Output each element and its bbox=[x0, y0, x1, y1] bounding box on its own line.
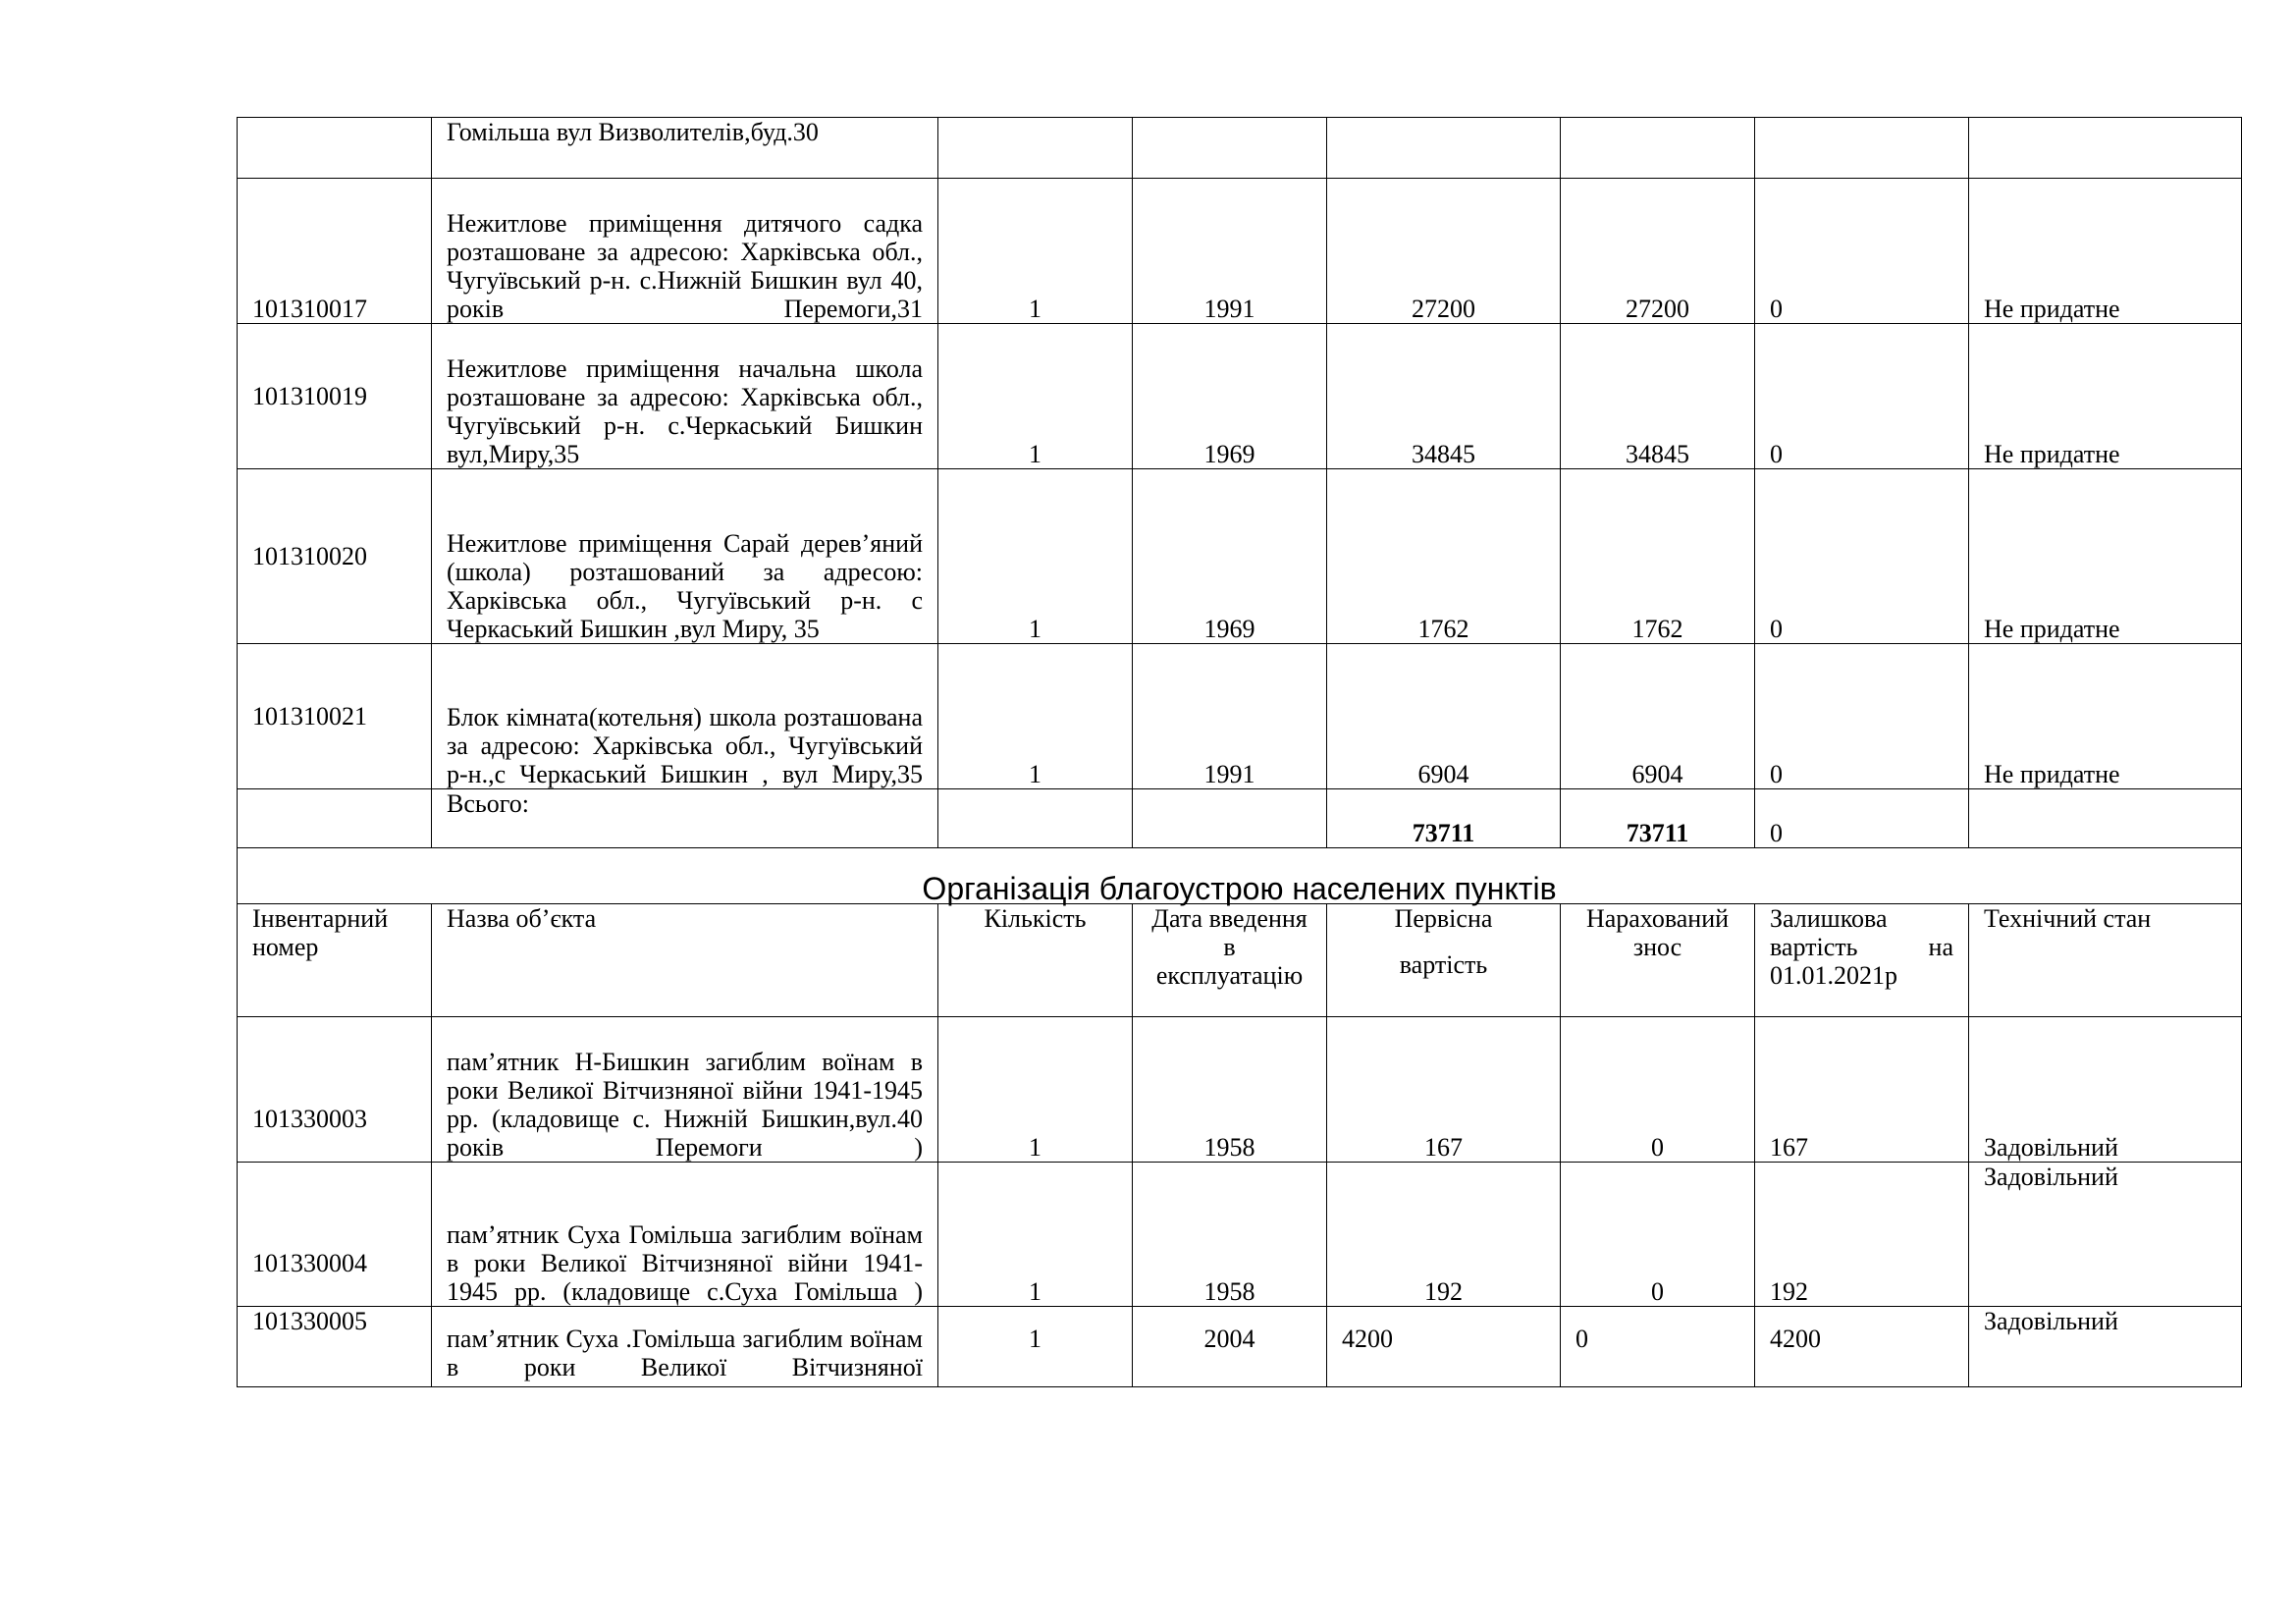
qty-cell: 1 bbox=[938, 469, 1133, 644]
year-cell: 2004 bbox=[1133, 1307, 1327, 1387]
qty-cell bbox=[938, 118, 1133, 179]
residual-cell: 0 bbox=[1755, 469, 1969, 644]
table-row bbox=[238, 324, 2242, 469]
qty-cell: 1 bbox=[938, 1017, 1133, 1163]
state-cell bbox=[1969, 789, 2242, 848]
initial-cell: 167 bbox=[1327, 1017, 1561, 1163]
header-name: Назва об’єкта bbox=[432, 904, 938, 1017]
inv-cell: 101330005 bbox=[238, 1307, 432, 1387]
inv-cell: 101310017 bbox=[238, 179, 432, 324]
qty-cell: 1 bbox=[938, 324, 1133, 469]
inv-cell bbox=[238, 118, 432, 179]
header-initial-line2: вартість bbox=[1399, 950, 1488, 979]
state-cell: Не придатне bbox=[1969, 644, 2242, 789]
year-cell: 1958 bbox=[1133, 1163, 1327, 1307]
year-cell: 1958 bbox=[1133, 1017, 1327, 1163]
year-cell: 1969 bbox=[1133, 469, 1327, 644]
wear-cell: 0 bbox=[1561, 1163, 1755, 1307]
inv-cell: 101310021 bbox=[238, 644, 432, 789]
state-cell: Не придатне bbox=[1969, 179, 2242, 324]
total-label: Всього: bbox=[432, 789, 938, 848]
state-cell: Задовільний bbox=[1969, 1163, 2242, 1307]
year-cell bbox=[1133, 789, 1327, 848]
residual-cell: 192 bbox=[1755, 1163, 1969, 1307]
wear-cell: 0 bbox=[1561, 1017, 1755, 1163]
initial-cell: 34845 bbox=[1327, 324, 1561, 469]
table-row bbox=[238, 1307, 2242, 1387]
table-row bbox=[238, 118, 2242, 179]
name-cell: пам’ятник Суха Гомільша загиблим воїнам в роки Великої Вітчизняної війни 1941-1945 рр. (кладовище с.Суха Гомільша ) bbox=[432, 1163, 938, 1307]
inv-cell: 101330003 bbox=[238, 1017, 432, 1163]
residual-cell: 0 bbox=[1755, 324, 1969, 469]
qty-cell bbox=[938, 789, 1133, 848]
wear-cell bbox=[1561, 118, 1755, 179]
name-cell: Нежитлове приміщення начальна школа розташоване за адресою: Харківська обл., Чугуївський р-н. с.Черкаський Бишкин вул,Миру,35 bbox=[432, 324, 938, 469]
total-residual: 0 bbox=[1755, 789, 1969, 848]
name-cell: Нежитлове приміщення дитячого садка розташоване за адресою: Харківська обл., Чугуївський р-н. с.Нижній Бишкин вул 40, років Перемоги,31 bbox=[432, 179, 938, 324]
wear-cell: 6904 bbox=[1561, 644, 1755, 789]
year-cell: 1991 bbox=[1133, 179, 1327, 324]
qty-cell: 1 bbox=[938, 644, 1133, 789]
residual-cell bbox=[1755, 118, 1969, 179]
initial-cell: 4200 bbox=[1327, 1307, 1561, 1387]
initial-cell: 192 bbox=[1327, 1163, 1561, 1307]
state-cell: Не придатне bbox=[1969, 324, 2242, 469]
header-date: Дата введення в експлуатацію bbox=[1133, 904, 1327, 1017]
initial-cell: 6904 bbox=[1327, 644, 1561, 789]
state-cell: Задовільний bbox=[1969, 1307, 2242, 1387]
state-cell: Задовільний bbox=[1969, 1017, 2242, 1163]
total-wear: 73711 bbox=[1561, 789, 1755, 848]
header-residual-line2: 01.01.2021р bbox=[1770, 961, 1897, 990]
table-row bbox=[238, 644, 2242, 789]
qty-cell: 1 bbox=[938, 1307, 1133, 1387]
wear-cell: 1762 bbox=[1561, 469, 1755, 644]
inv-cell: 101310019 bbox=[238, 324, 432, 469]
inv-cell bbox=[238, 789, 432, 848]
state-cell bbox=[1969, 118, 2242, 179]
header-initial bbox=[1327, 904, 1561, 1017]
inv-cell: 101310020 bbox=[238, 469, 432, 644]
wear-cell: 27200 bbox=[1561, 179, 1755, 324]
name-cell: Нежитлове приміщення Сарай дерев’яний (школа) розташований за адресою: Харківська обл., Чугуївський р-н. с Черкаський Бишкин ,вул Миру, 35 bbox=[432, 469, 938, 644]
header-qty: Кількість bbox=[938, 904, 1133, 1017]
header-initial-line1: Первісна bbox=[1394, 904, 1493, 933]
table-row bbox=[238, 179, 2242, 324]
total-row bbox=[238, 789, 2242, 848]
initial-cell bbox=[1327, 118, 1561, 179]
header-state: Технічний стан bbox=[1969, 904, 2242, 1017]
header-residual-line1: Залишкова вартість на bbox=[1770, 904, 1953, 961]
residual-cell: 0 bbox=[1755, 644, 1969, 789]
table-row bbox=[238, 469, 2242, 644]
header-inv: Інвентарний номер bbox=[238, 904, 432, 1017]
table-row bbox=[238, 1163, 2242, 1307]
qty-cell: 1 bbox=[938, 1163, 1133, 1307]
residual-cell: 4200 bbox=[1755, 1307, 1969, 1387]
header-residual bbox=[1755, 904, 1969, 1017]
name-cell: Гомільша вул Визволителів,буд.30 bbox=[432, 118, 938, 179]
residual-cell: 167 bbox=[1755, 1017, 1969, 1163]
state-cell: Не придатне bbox=[1969, 469, 2242, 644]
name-cell: Блок кімната(котельня) школа розташована за адресою: Харківська обл., Чугуївський р-н.,с Черкаський Бишкин , вул Миру,35 bbox=[432, 644, 938, 789]
section-row bbox=[238, 848, 2242, 904]
wear-cell: 0 bbox=[1561, 1307, 1755, 1387]
inv-cell: 101330004 bbox=[238, 1163, 432, 1307]
year-cell: 1969 bbox=[1133, 324, 1327, 469]
year-cell bbox=[1133, 118, 1327, 179]
wear-cell: 34845 bbox=[1561, 324, 1755, 469]
year-cell: 1991 bbox=[1133, 644, 1327, 789]
header-row bbox=[238, 904, 2242, 1017]
qty-cell: 1 bbox=[938, 179, 1133, 324]
residual-cell: 0 bbox=[1755, 179, 1969, 324]
name-cell: пам’ятник Н-Бишкин загиблим воїнам в роки Великої Вітчизняної війни 1941-1945 рр. (кладовище с. Нижній Бишкин,вул.40 років Перемоги ) bbox=[432, 1017, 938, 1163]
header-wear: Нарахований знос bbox=[1561, 904, 1755, 1017]
initial-cell: 27200 bbox=[1327, 179, 1561, 324]
name-cell: пам’ятник Суха .Гомільша загиблим воїнам в роки Великої Вітчизняної bbox=[432, 1307, 938, 1387]
table-row bbox=[238, 1017, 2242, 1163]
initial-cell: 1762 bbox=[1327, 469, 1561, 644]
inventory-table bbox=[237, 117, 2242, 1387]
total-initial: 73711 bbox=[1327, 789, 1561, 848]
section-title: Організація благоустрою населених пунктів bbox=[238, 848, 2242, 904]
